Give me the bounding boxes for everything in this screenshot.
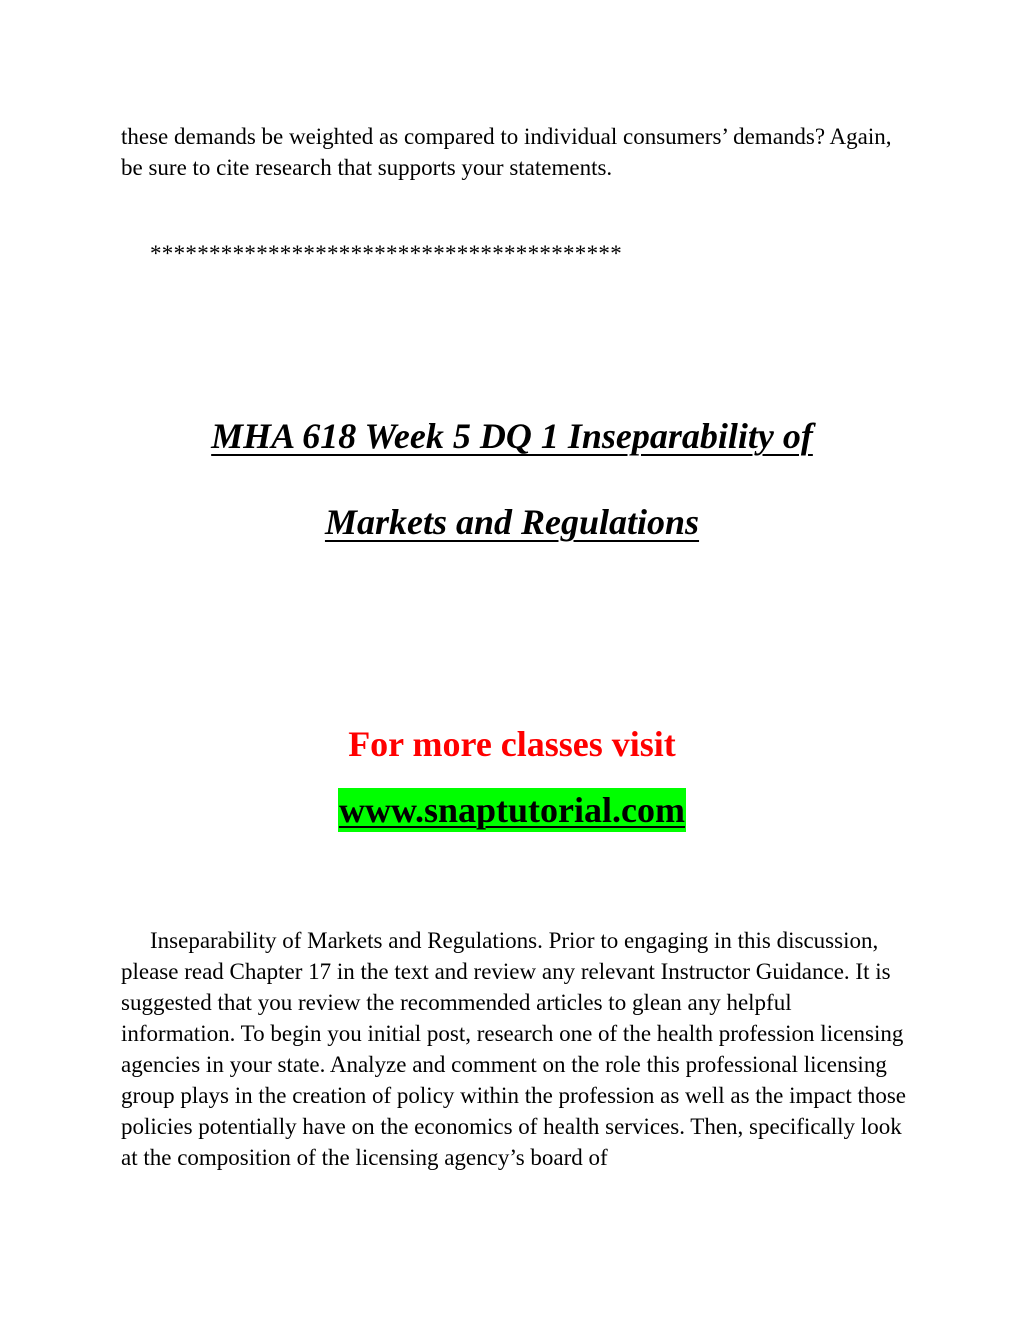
promo-link[interactable]: www.snaptutorial.com [338,790,685,830]
promo-link-container [0,788,1024,832]
promo-text: For more classes visit [348,724,676,764]
separator-stars: **************************************** [150,241,622,266]
body-paragraph: Inseparability of Markets and Regulations. Prior to engaging in this discussion, please read Chapter 17 in the text and review any relevant Instructor Guidance. It is suggested that you review the recommended articles to glean any helpful information. To begin you initial post, research one of the health profession licensing agencies in your state. Analyze and comment on the role this professional licensing group plays in the creation of policy within the profession as well as the impact those policies potentially have on the economics of health services. Then, specifically look at the composition of the licensing agency’s board of [121,928,907,1170]
document-title-line-1: MHA 618 Week 5 DQ 1 Inseparability of [211,416,813,456]
intro-paragraph: these demands be weighted as compared to individual consumers’ demands? Again, be sure to cite research that supports your statements. [121,124,892,180]
document-title-line-2: Markets and Regulations [324,502,700,542]
